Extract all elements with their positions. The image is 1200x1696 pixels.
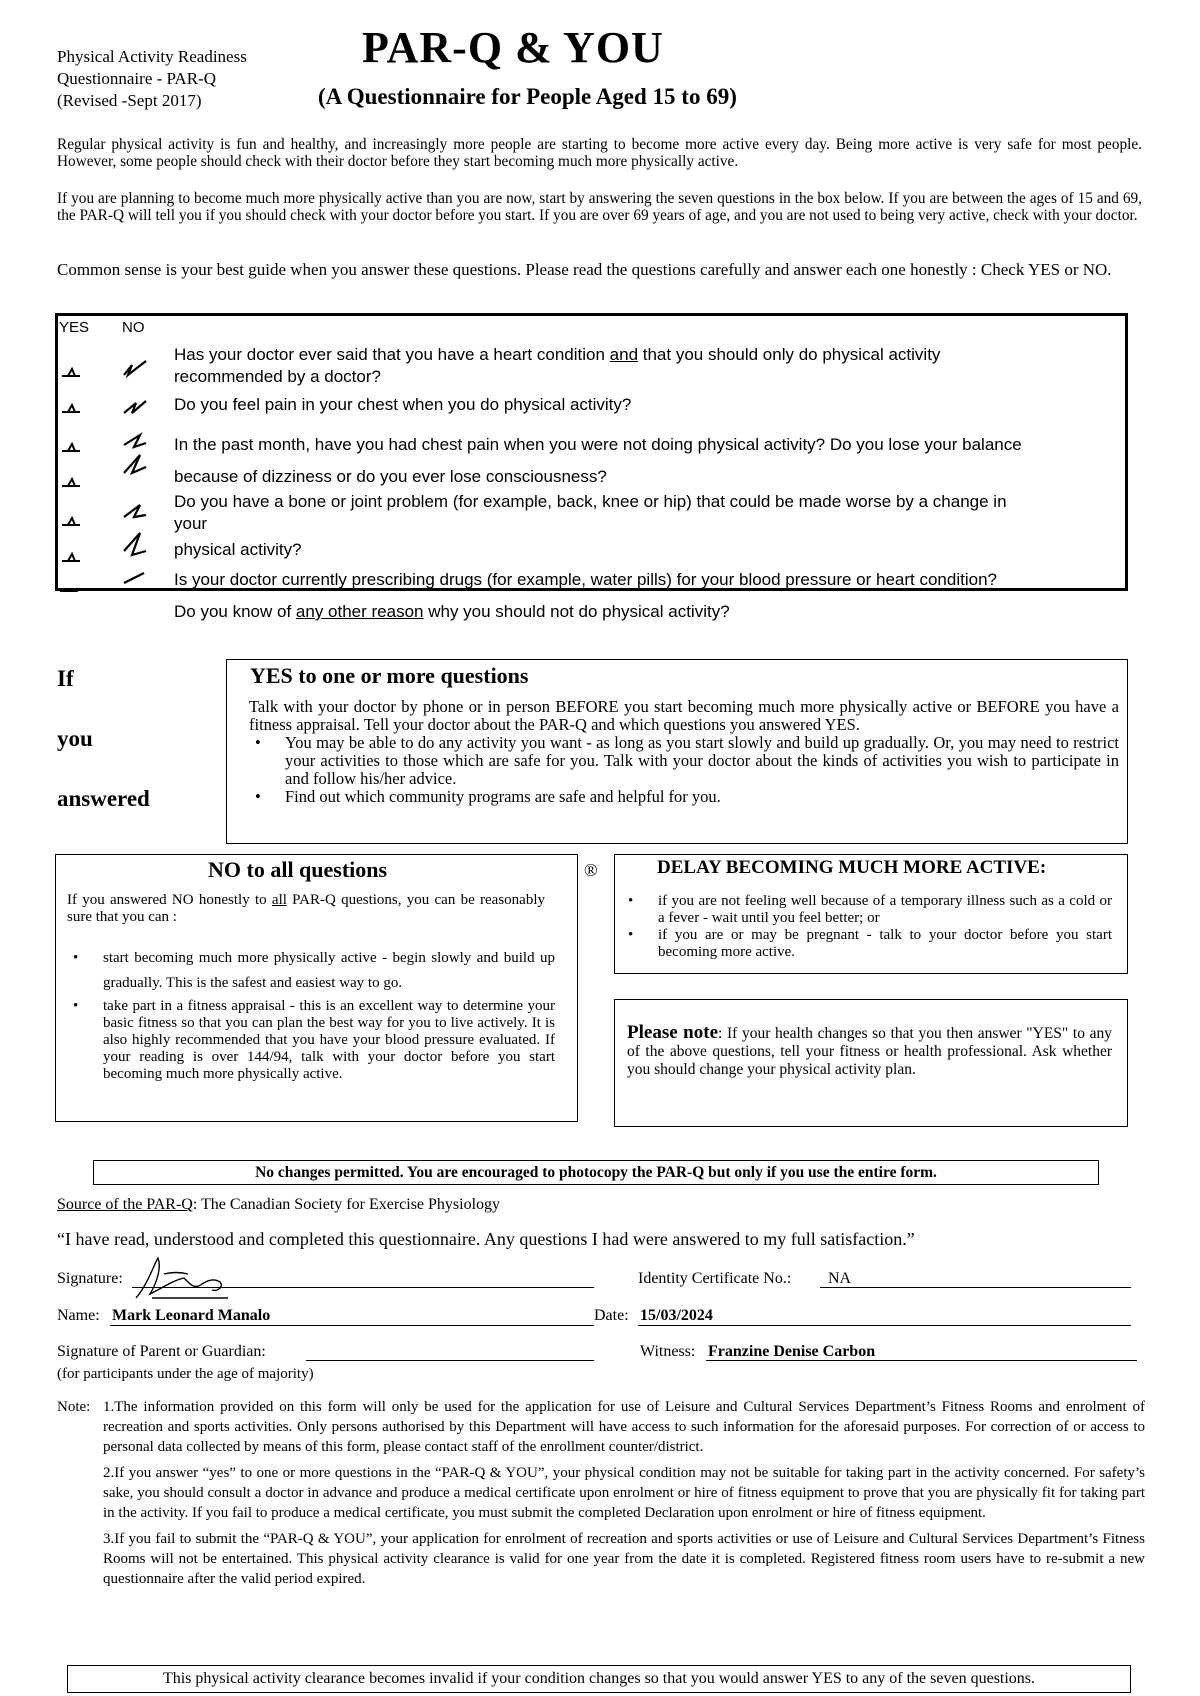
delay-box-heading: DELAY BECOMING MUCH MORE ACTIVE:	[657, 857, 1047, 878]
signature-scribble	[128, 1254, 238, 1304]
notes-section	[57, 1397, 1145, 1589]
witness-value: Franzine Denise Carbon	[708, 1343, 876, 1360]
yes-mark-6	[62, 554, 80, 561]
question-6: Do you know of any other reason why you should not do physical activity?	[174, 602, 730, 621]
witness-line[interactable]	[706, 1360, 1137, 1361]
no-changes-banner: No changes permitted. You are encouraged to photocopy the PAR-Q but only if you use the entire form.	[93, 1160, 1099, 1185]
name-value: Mark Leonard Manalo	[112, 1307, 271, 1324]
intro-paragraph-1: Regular physical activity is fun and healthy, and increasingly more people are starting to become more active every day. Being more active is very safe for most people. However, some people should check with their doctor before they start becoming much more physically active.	[57, 136, 1142, 170]
no-box-bullets	[67, 946, 555, 1083]
intro-paragraph-3: Common sense is your best guide when you answer these questions. Please read the questions carefully and answer each one honestly : Check YES or NO.	[57, 260, 1112, 279]
yes-column-header: YES	[59, 319, 90, 336]
name-line[interactable]	[110, 1325, 594, 1326]
page-title: PAR-Q & YOU	[362, 23, 664, 72]
registered-mark: ®	[584, 860, 598, 880]
yes-box-text: Talk with your doctor by phone or in person BEFORE you start becoming much more physically active or BEFORE you have a fitness appraisal. Tell your doctor about the PAR-Q and which questions you answered YES. • You may be able to do any activity you want - as long as you start slowly and build up gradually. Or, you may need to restrict your activities to those which are safe for you. Talk with your doctor about the kinds of activities you wish to participate in and follow his/her advice. • Find out which community programs are safe and helpful for you.	[249, 698, 1119, 806]
please-note-text: Please note: If your health changes so that you then answer "YES" to any of the above questions, tell your fitness or health professional. Ask whether you should change your physical activity plan.	[627, 1022, 1112, 1078]
intro-paragraph-2: If you are planning to become much more physically active than you are now, start by answering the seven questions in the box below. If you are between the ages of 15 and 69, the PAR-Q will tell you if you should check with your doctor before you start. If you are over 69 years of age, and you are not used to being very active, check with your doctor.	[57, 190, 1142, 224]
name-label: Name:	[57, 1307, 100, 1324]
guardian-note: (for participants under the age of majority)	[57, 1366, 314, 1382]
yes-mark-5	[62, 518, 80, 525]
guardian-label: Signature of Parent or Guardian:	[57, 1343, 266, 1360]
no-box-bullet: • start becoming much more physically active - begin slowly and build up gradually. This is the safest and easiest way to go.	[67, 946, 555, 996]
declaration-statement: “I have read, understood and completed this questionnaire. Any questions I had were answered to my full satisfaction.”	[57, 1229, 915, 1249]
identity-value: NA	[828, 1270, 852, 1287]
note-1: Note: 1.The information provided on this form will only be used for the application for use of Leisure and Cultural Services Department’s Fitness Rooms and enrolment of recreation and sports activities. Only persons authorised by this Department will have access to such information for the aforesaid purposes. For correction of or access to personal data collected by means of this form, please contact staff of the enrollment counter/district.	[57, 1399, 1145, 1455]
no-check-2	[124, 401, 146, 413]
note-3: 3.If you fail to submit the “PAR-Q & YOU”, your application for enrolment of recreation and sports activities or use of Leisure and Cultural Services Department’s Fitness Rooms will not be entertained. This physical activity clearance is valid for one year from the date it is completed. Registered fitness room users have to re-submit a new questionnaire after the valid period expired.	[103, 1531, 1145, 1587]
note-2: 2.If you answer “yes” to one or more questions in the “PAR-Q & YOU”, your physical condition may not be suitable for taking part in the activity concerned. For safety’s sake, you should consult a doctor in advance and produce a medical certificate upon enrolment or hire of fitness equipment to prove that you are physically fit for taking part in the activity. If you fail to produce a medical certificate, you must submit the completed Declaration upon enrolment or hire of fitness equipment.	[103, 1465, 1145, 1521]
no-check-1	[124, 361, 146, 375]
signature-label: Signature:	[57, 1270, 123, 1287]
no-column-header: NO	[122, 319, 145, 336]
no-box-heading: NO to all questions	[208, 857, 388, 882]
if-answered-word: answered	[57, 786, 150, 811]
no-check-7	[124, 573, 144, 583]
source-line: Source of the PAR-Q: The Canadian Society for Exercise Physiology	[57, 1196, 501, 1213]
delay-box-bullet: • if you are not feeling well because of a temporary illness such as a cold or a fever - wait until you feel better; or	[622, 893, 1112, 927]
delay-box-bullet: • if you are or may be pregnant - talk to your doctor before you start becoming more active.	[622, 927, 1112, 961]
no-box-bullet: • take part in a fitness appraisal - this is an excellent way to determine your basic fitness so that you can plan the best way for you to live actively. It is also highly recommended that you have your blood pressure evaluated. If your reading is over 144/94, talk with your doctor before you start becoming much more physically active.	[67, 998, 555, 1083]
date-label: Date:	[594, 1307, 629, 1324]
yes-mark-1	[62, 369, 80, 376]
yes-box-heading: YES to one or more questions	[250, 663, 529, 688]
answer-checkmarks	[56, 355, 156, 595]
question-4-cont: physical activity?	[174, 540, 302, 559]
no-check-6	[124, 533, 146, 555]
identity-label: Identity Certificate No.:	[638, 1270, 792, 1287]
yes-box-bullet: • You may be able to do any activity you want - as long as you start slowly and build up gradually. Or, you may need to restrict your activities to those which are safe for you. Talk with your doctor about the kinds of activities you wish to participate in and follow his/her advice.	[249, 734, 1119, 788]
form-id-line: (Revised -Sept 2017)	[57, 91, 202, 110]
question-3: In the past month, have you had chest pain when you were not doing physical activity? Do you lose your balance	[174, 435, 1022, 454]
footer-notice: This physical activity clearance becomes invalid if your condition changes so that you would answer YES to any of the seven questions.	[67, 1665, 1131, 1693]
page-subtitle: (A Questionnaire for People Aged 15 to 69)	[318, 84, 737, 109]
question-5: Is your doctor currently prescribing drugs (for example, water pills) for your blood pressure or heart condition?	[174, 570, 997, 589]
identity-line[interactable]	[820, 1287, 1131, 1288]
form-id-line: Physical Activity Readiness	[57, 47, 247, 66]
yes-mark-4	[62, 479, 80, 486]
question-4: Do you have a bone or joint problem (for example, back, knee or hip) that could be made worse by a change in your	[174, 492, 1007, 533]
if-answered-word: you	[57, 726, 93, 751]
delay-box-bullets	[622, 893, 1112, 961]
form-id-block	[57, 46, 247, 112]
date-line[interactable]	[638, 1325, 1131, 1326]
no-check-marks	[124, 361, 146, 583]
question-3-cont: because of dizziness or do you ever lose consciousness?	[174, 467, 607, 486]
question-1: Has your doctor ever said that you have a heart condition and that you should only do physical activity recommended by a doctor?	[174, 345, 941, 386]
question-2: Do you feel pain in your chest when you do physical activity?	[174, 395, 632, 414]
if-answered-word: If	[57, 666, 74, 691]
date-value: 15/03/2024	[640, 1307, 713, 1324]
yes-blank-marks	[60, 369, 80, 591]
no-check-3	[124, 435, 146, 447]
no-check-4	[124, 455, 146, 473]
yes-box-bullet: • Find out which community programs are safe and helpful for you.	[249, 788, 1119, 806]
guardian-line[interactable]	[306, 1360, 594, 1361]
form-id-line: Questionnaire - PAR-Q	[57, 69, 216, 88]
no-box-intro: If you answered NO honestly to all PAR-Q questions, you can be reasonably sure that you can :	[67, 892, 546, 925]
yes-mark-2	[62, 405, 80, 412]
witness-label: Witness:	[640, 1343, 696, 1360]
no-check-5	[124, 505, 146, 517]
yes-mark-3	[62, 444, 80, 451]
